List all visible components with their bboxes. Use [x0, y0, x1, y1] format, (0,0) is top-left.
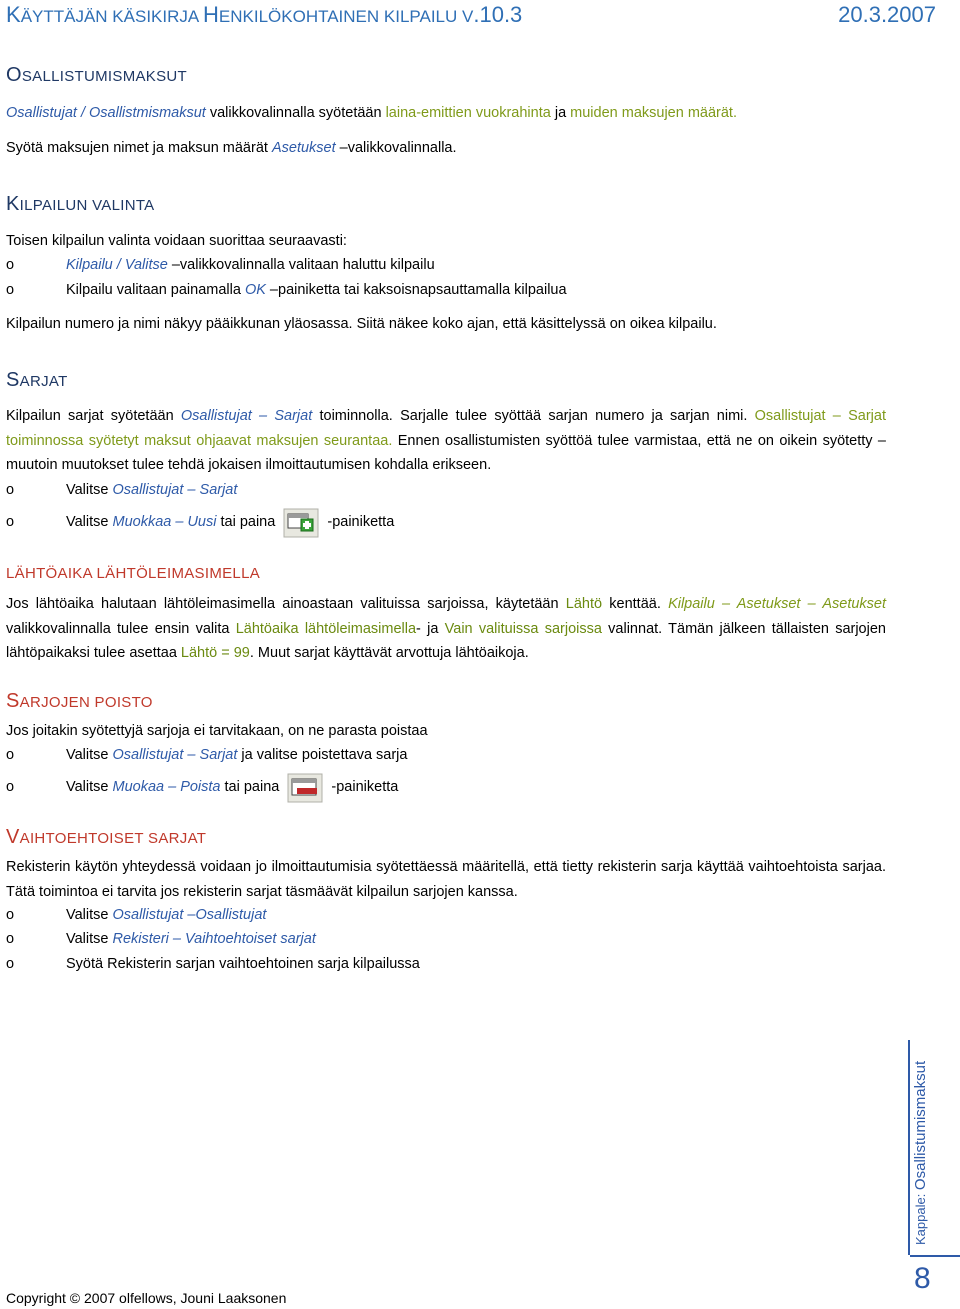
- copyright: Copyright © 2007 olfellows, Jouni Laaksonen: [6, 1290, 287, 1306]
- text: Valitse: [66, 482, 113, 498]
- page-number: 8: [914, 1262, 931, 1295]
- menu-path: Muokkaa – Uusi: [112, 513, 217, 530]
- text: Jos lähtöaika halutaan lähtöleimasimella ainoastaan valituissa sarjoissa, käytetään: [6, 596, 566, 612]
- text: Valitse: [66, 907, 113, 923]
- text: Syötä maksujen nimet ja maksun määrät: [6, 140, 272, 156]
- highlight: Vain valituissa sarjoissa: [444, 620, 602, 637]
- list-item: [6, 743, 407, 767]
- text: –valikkovalinnalla.: [335, 140, 457, 156]
- text: tai paina: [220, 778, 280, 795]
- text: toiminnolla. Sarjalle tulee syöttää sarjan numero ja sarjan nimi.: [312, 408, 755, 424]
- section-heading-sarjat: [6, 369, 68, 392]
- paragraph: Jos joitakin syötettyjä sarjoja ei tarvitakaan, on ne parasta poistaa: [6, 723, 428, 739]
- text: valikkovalinnalla tulee ensin valita: [6, 620, 236, 637]
- highlight: Lähtö = 99: [180, 645, 250, 661]
- header-title-part: ENKILÖKOHTAINEN KILPAILU V: [218, 7, 474, 26]
- bullet: o: [6, 907, 15, 923]
- text: –painiketta tai kaksoisnapsauttamalla kilpailua: [265, 282, 567, 298]
- text: -painiketta: [323, 513, 395, 530]
- heading-initial: K: [6, 193, 20, 215]
- section-heading-vaihtoehtoiset-sarjat: [6, 826, 206, 849]
- menu-path: Osallistujat – Sarjat: [180, 408, 313, 424]
- bullet: o: [6, 513, 15, 530]
- highlight: Lähtö: [565, 596, 603, 612]
- paragraph: Rekisterin käytön yhteydessä voidaan jo ilmoittautumisia syötettäessä määritellä, että tietty rekisterin sarja käyttää vaihtoehtoista sarjaa. Tätä toimintoa ei tarvita jos rekisterin sarjat täsmäävät kilpailun sarjojen kanssa.: [6, 859, 886, 900]
- document-header: [6, 2, 936, 28]
- list-item: [6, 278, 567, 302]
- list-item: [6, 903, 266, 927]
- bullet: o: [6, 282, 15, 298]
- chapter-prefix: Kappale:: [913, 1190, 928, 1245]
- bullet: o: [6, 482, 15, 498]
- list-item: [6, 508, 394, 536]
- header-title-part: ÄYTTÄJÄN KÄSIKIRJA: [20, 7, 204, 26]
- text: –valikkovalinnalla valitaan haluttu kilpailu: [167, 257, 435, 273]
- heading-rest: ARJAT: [19, 373, 68, 390]
- heading-rest: ILPAILUN VALINTA: [19, 197, 155, 214]
- header-title-part: K: [6, 2, 21, 27]
- highlight: muiden maksujen määrät.: [570, 105, 737, 121]
- header-title-part: .10.3: [473, 2, 523, 27]
- bullet: o: [6, 931, 15, 947]
- heading-rest: ARJOJEN POISTO: [19, 694, 153, 711]
- text: Valitse: [66, 778, 113, 795]
- text: valinnat. Tämän jälkeen tällaisten sarjojen lähtöpaikaksi tulee asettaa: [6, 620, 886, 661]
- text: Kilpailu valitaan painamalla: [66, 282, 245, 298]
- heading-rest: SALLISTUMISMAKSUT: [21, 68, 187, 85]
- footer-divider-horizontal: [910, 1255, 960, 1257]
- chapter-label: [912, 1061, 929, 1245]
- delete-row-icon: [287, 773, 323, 801]
- heading-initial: V: [6, 826, 20, 848]
- highlight: laina-emittien vuokrahinta: [385, 105, 551, 121]
- highlight: Osallistujat – Sarjat toiminnossa syötetyt maksut ohjaavat maksujen seurantaa.: [6, 408, 886, 449]
- menu-path: Kilpailu / Valitse: [66, 257, 168, 273]
- menu-path: Osallistujat – Sarjat: [112, 747, 238, 763]
- menu-path: Kilpailu – Asetukset – Asetukset: [668, 596, 887, 612]
- section-heading-lahtoaika: [6, 565, 260, 582]
- text: - ja: [416, 620, 445, 637]
- heading-rest: AIHTOEHTOISET SARJAT: [19, 830, 207, 847]
- paragraph: [6, 404, 886, 478]
- paragraph: Toisen kilpailun valinta voidaan suorittaa seuraavasti:: [6, 233, 347, 249]
- text: ja: [550, 105, 571, 121]
- footer-divider-vertical: [908, 1040, 910, 1255]
- text: kenttää.: [602, 596, 669, 612]
- bullet: o: [6, 956, 15, 972]
- paragraph: [6, 101, 886, 126]
- text: valikkovalinnalla syötetään: [205, 105, 386, 121]
- text: Ennen osallistumisten syöttöä tulee varmistaa, että ne on oikein syötetty – muutoin muutokset tulee tehdä jokaisen ilmoittautumisen kohdalla erikseen.: [6, 432, 886, 473]
- menu-path: Asetukset: [271, 140, 336, 156]
- list-item: [6, 927, 316, 951]
- text: Valitse: [66, 513, 113, 530]
- highlight: Lähtöaika lähtöleimasimella: [235, 620, 417, 637]
- text: Kilpailun sarjat syötetään: [6, 408, 181, 424]
- text: ja valitse poistettava sarja: [237, 747, 408, 763]
- list-item: [6, 253, 435, 277]
- heading-initial: O: [6, 64, 22, 86]
- menu-path: Osallistujat – Sarjat: [112, 482, 238, 498]
- header-date: 20.3.2007: [838, 2, 936, 27]
- list-item: [6, 478, 237, 502]
- bullet: o: [6, 778, 15, 795]
- list-item: [6, 952, 420, 976]
- menu-path: Muokaa – Poista: [112, 778, 221, 795]
- chapter-name: Osallistumismaksut: [912, 1060, 929, 1191]
- section-heading-osallistumismaksut: [6, 64, 187, 87]
- menu-path: Rekisteri – Vaihtoehtoiset sarjat: [112, 931, 316, 947]
- heading-initial: S: [6, 369, 20, 391]
- list-item: [6, 773, 398, 801]
- paragraph: [6, 592, 886, 666]
- paragraph: Kilpailun numero ja nimi näkyy pääikkunan yläosassa. Siitä näkee koko ajan, että käsittelyssä on oikea kilpailu.: [6, 316, 717, 332]
- menu-path: OK: [244, 282, 266, 298]
- bullet: o: [6, 747, 15, 763]
- text: -painiketta: [327, 778, 399, 795]
- text: Syötä Rekisterin sarjan vaihtoehtoinen sarja kilpailussa: [66, 956, 420, 972]
- section-heading-sarjojen-poisto: [6, 690, 153, 713]
- section-heading-kilpailun-valinta: [6, 193, 154, 216]
- heading-text: LÄHTÖAIKA LÄHTÖLEIMASIMELLA: [6, 565, 261, 582]
- new-row-icon: [283, 508, 319, 536]
- header-title-part: H: [203, 2, 219, 27]
- text: tai paina: [216, 513, 276, 530]
- bullet: o: [6, 257, 15, 273]
- heading-initial: S: [6, 690, 20, 712]
- paragraph: [6, 136, 886, 161]
- text: Valitse: [66, 747, 113, 763]
- menu-path: Osallistujat –Osallistujat: [112, 907, 267, 923]
- text: . Muut sarjat käyttävät arvottuja lähtöaikoja.: [249, 645, 529, 661]
- text: Valitse: [66, 931, 113, 947]
- menu-path: Osallistujat / Osallistmismaksut: [6, 105, 206, 121]
